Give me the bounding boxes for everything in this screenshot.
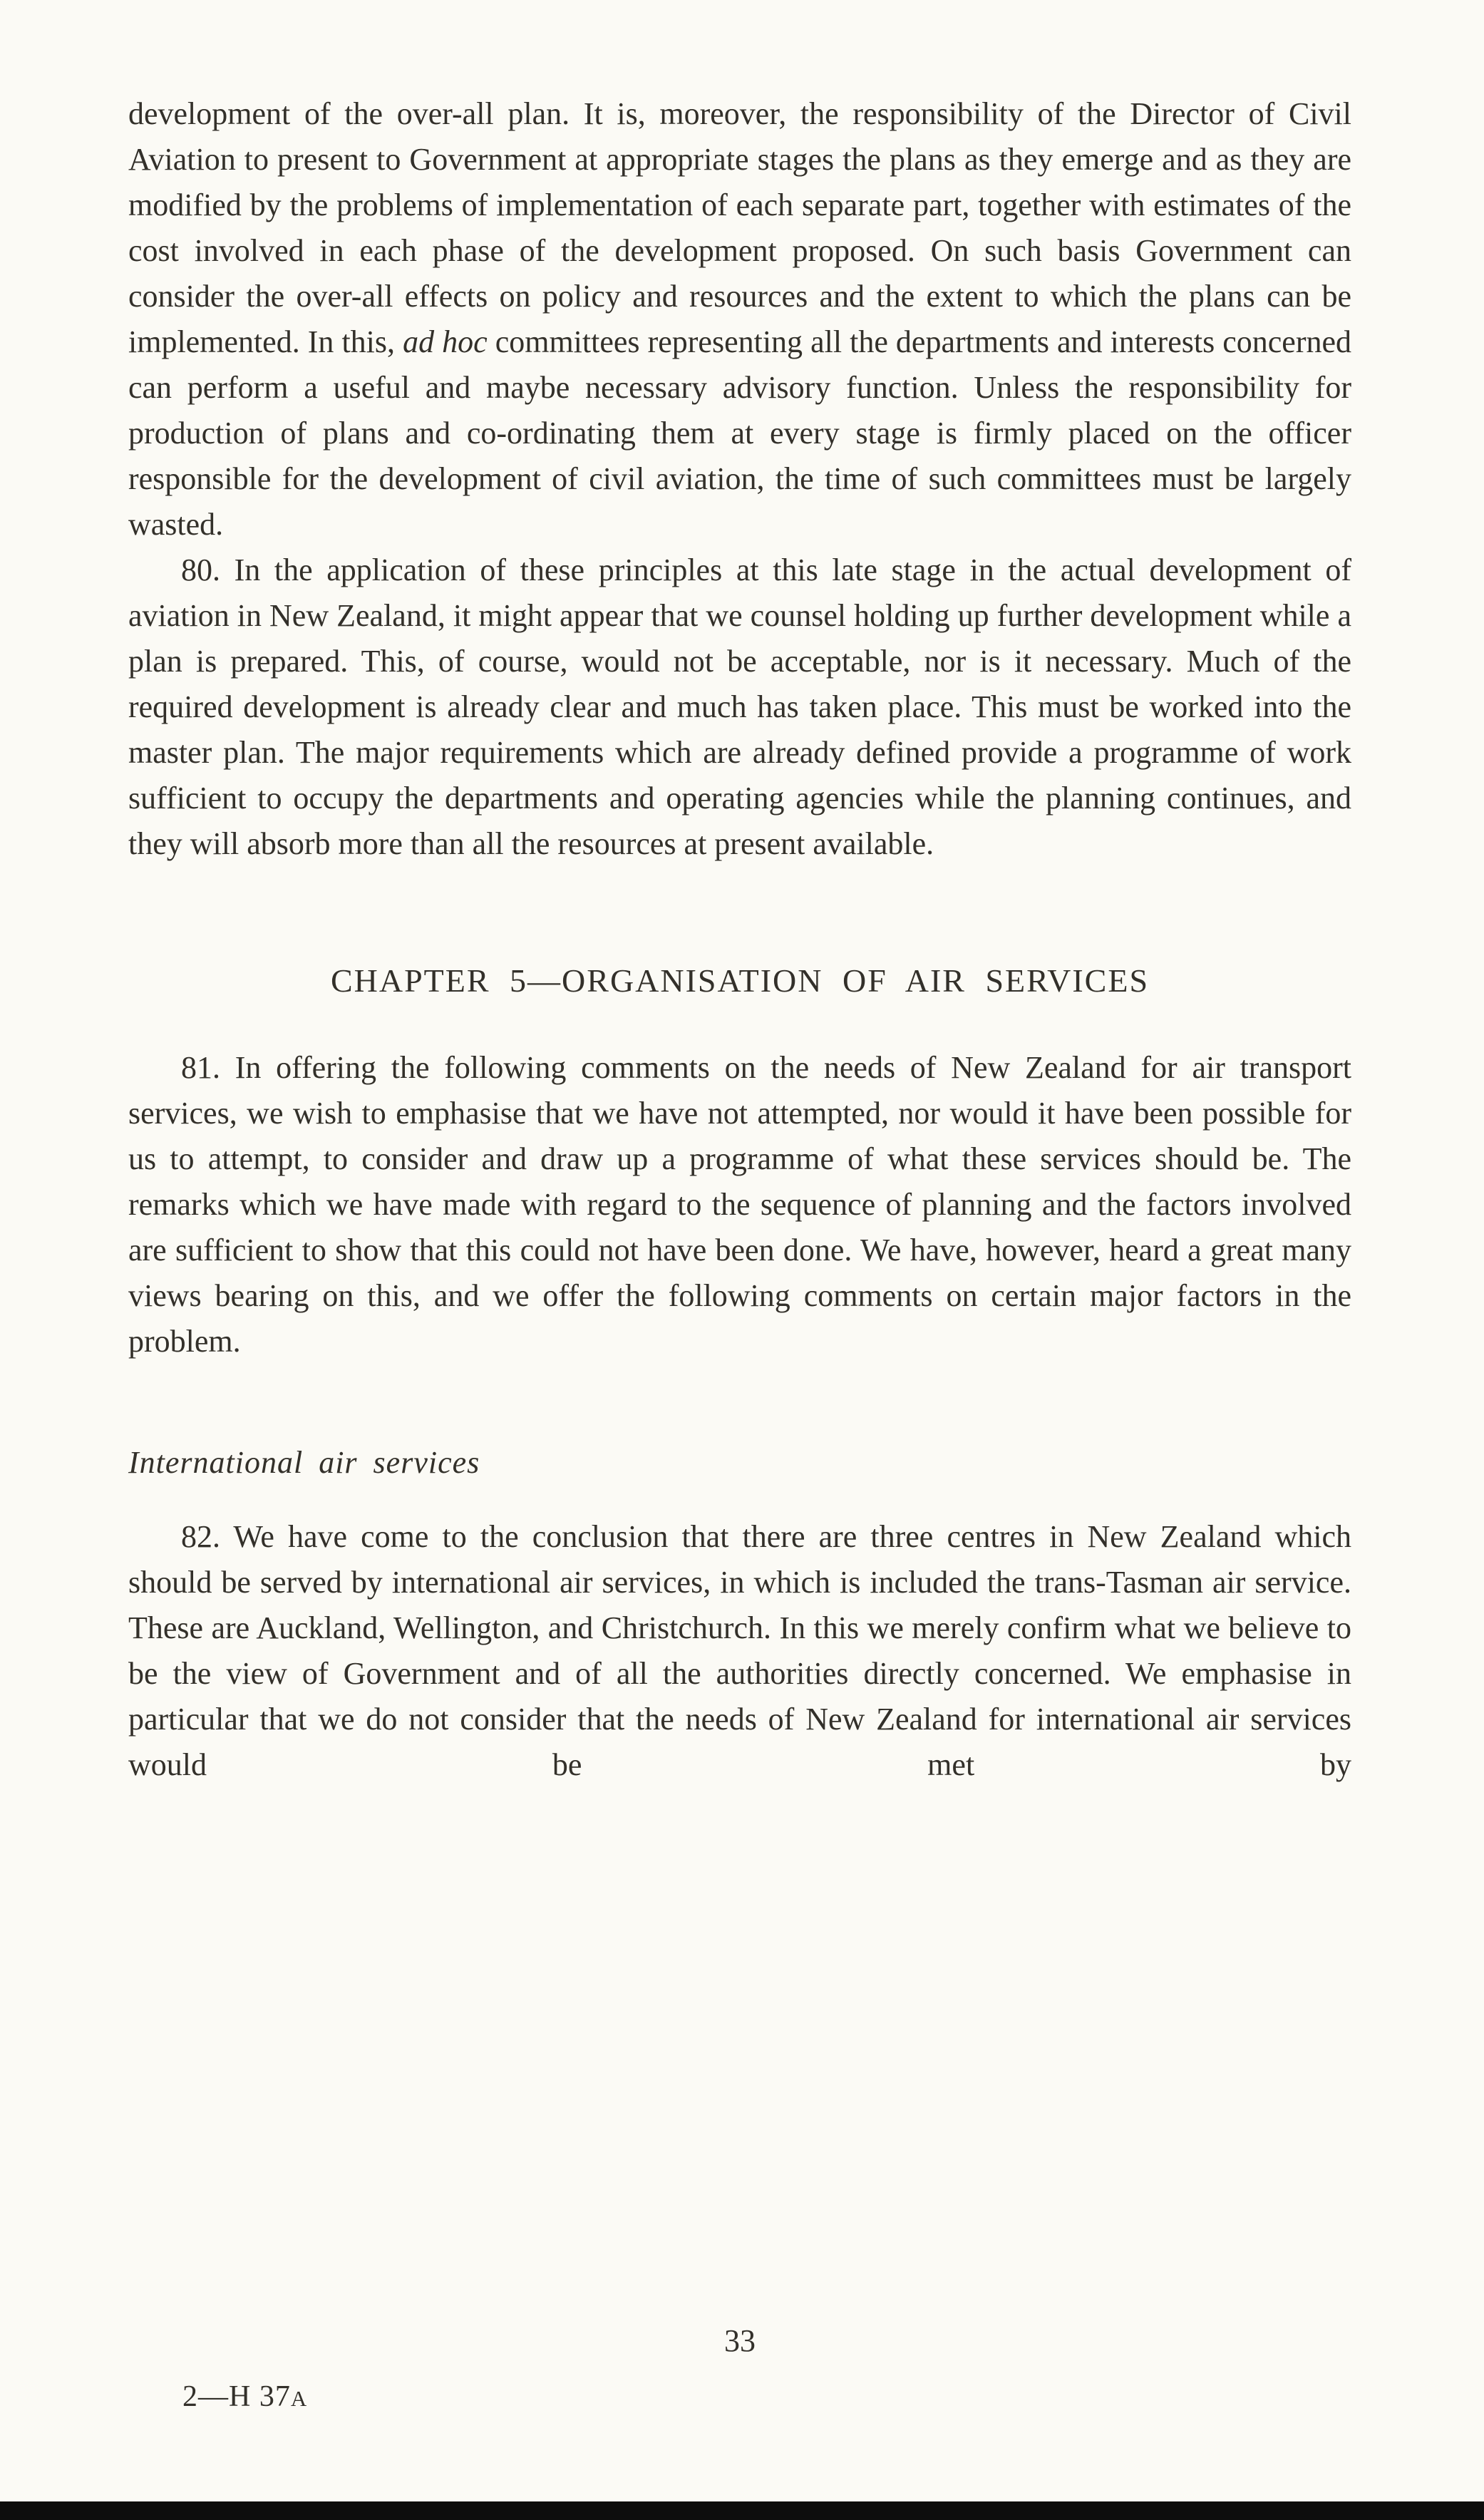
paragraph-text: development of the over-all plan. It is, moreover, the responsibility of the Director of Civil Aviation to present to Government at appropriate stages the plans as they emerge and as they are modified by the problems of implementation of each separate part, together with estimates of the cost involved in each phase of the development proposed. On such basis Government can consider the over-all effects on policy and resources and the extent to which the plans can be implemented. In this, — [128, 96, 1351, 359]
section-heading-international-air-services: International air services — [128, 1445, 480, 1480]
scan-artifact-bottom-bar — [0, 2501, 1484, 2520]
footer-signature — [182, 2380, 307, 2414]
paragraph-continuation — [128, 91, 1351, 547]
chapter-heading: CHAPTER 5—ORGANISATION OF AIR SERVICES — [330, 962, 1150, 999]
footer-signature-suffix: A — [290, 2386, 308, 2411]
paragraph-text: committees representing all the departments and interests concerned can perform a useful and maybe necessary advisory function. Unless the responsibility for production of plans and co-ordinating them at every stage is firmly placed on the officer responsible for the development of civil aviation, the time of such committees must be largely wasted. — [128, 324, 1352, 542]
paragraph-82: 82. We have come to the conclusion that there are three centres in New Zealand which should be served by international air services, in which is included the trans-Tasman air service. These are Auckland, Wellington, and Christchurch. In this we merely confirm what we believe to be the view of Government and of all the authorities directly concerned. We emphasise in particular that we do not consider that the needs of New Zealand for international air services would be met by — [128, 1519, 1351, 1782]
italic-phrase-ad-hoc: ad hoc — [403, 324, 488, 359]
page-body — [128, 91, 1351, 1788]
paragraph-81: 81. In offering the following comments on the needs of New Zealand for air transport services, we wish to emphasise that we have not attempted, nor would it have been possible for us to attempt, to consider and draw up a programme of what these services should be. The remarks which we have made with regard to the sequence of planning and the factors involved are sufficient to show that this could not have been done. We have, however, heard a great many views bearing on this, and we offer the following comments on certain major factors in the problem. — [128, 1050, 1351, 1359]
page-number: 33 — [724, 2323, 756, 2358]
footer-signature-text: 2—H 37 — [182, 2380, 291, 2413]
paragraph-80: 80. In the application of these principles at this late stage in the actual development of aviation in New Zealand, it might appear that we counsel holding up further development while a plan is prepared. This, of course, would not be acceptable, nor is it necessary. Much of the required development is already clear and much has taken place. This must be worked into the master plan. The major requirements which are already defined provide a programme of work sufficient to occupy the departments and operating agencies while the planning continues, and they will absorb more than all the resources at present available. — [128, 552, 1351, 861]
